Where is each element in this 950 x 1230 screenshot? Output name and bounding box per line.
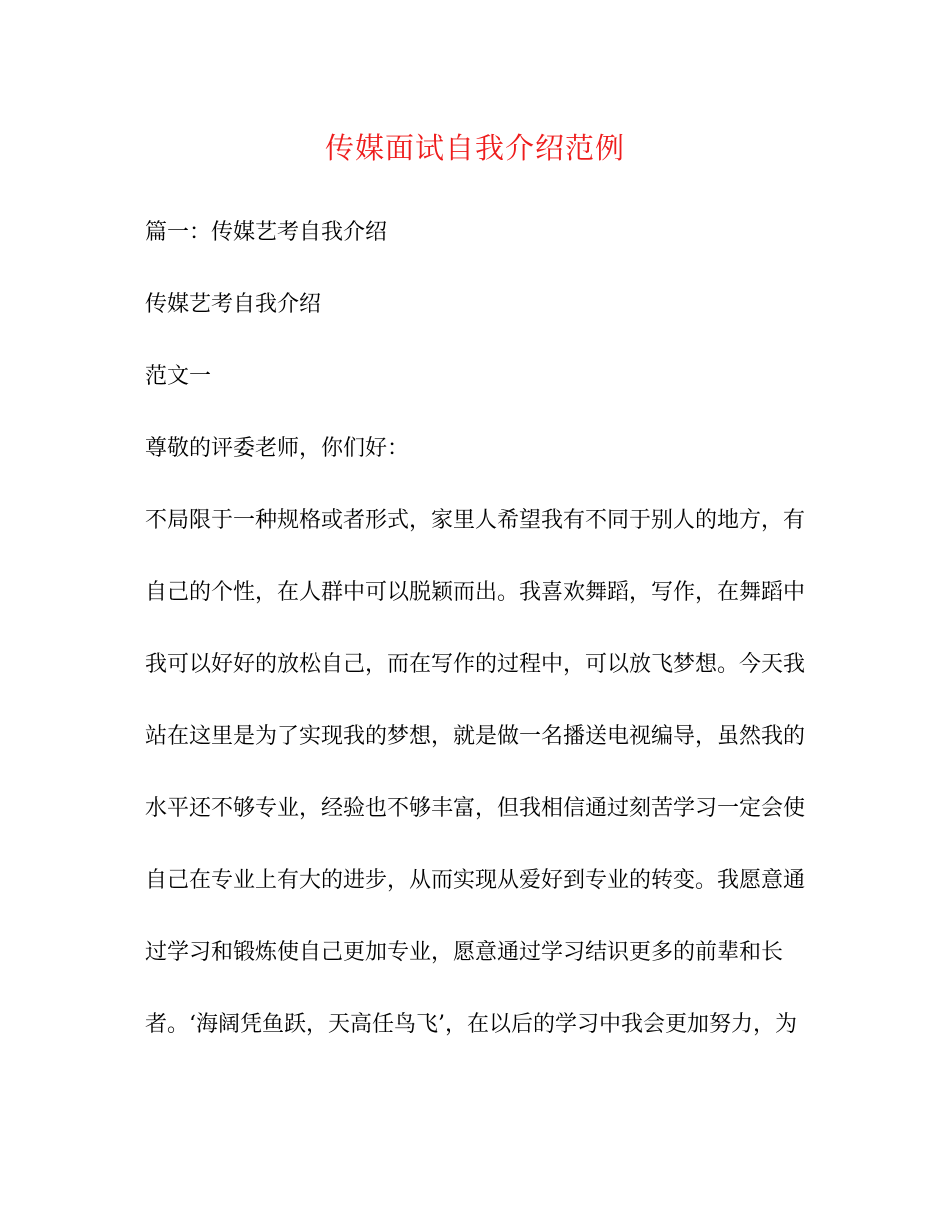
document-title: 传媒面试自我介绍范例	[324, 131, 625, 165]
body-line: 者。‘海阔凭鱼跃，天高任鸟飞’，在以后的学习中我会更加努力，为	[145, 1012, 797, 1037]
sub-heading: 传媒艺考自我介绍	[145, 292, 322, 317]
body-line: 过学习和锻炼使自己更加专业，愿意通过学习结识更多的前辈和长	[145, 940, 784, 965]
section-heading: 篇一：传媒艺考自我介绍	[145, 220, 388, 245]
sample-label: 范文一	[145, 364, 212, 389]
salutation: 尊敬的评委老师，你们好：	[145, 436, 410, 461]
body-line: 不局限于一种规格或者形式，家里人希望我有不同于别人的地方，有	[145, 508, 806, 533]
body-line: 站在这里是为了实现我的梦想，就是做一名播送电视编导，虽然我的	[145, 724, 806, 749]
body-line: 水平还不够专业，经验也不够丰富，但我相信通过刻苦学习一定会使	[145, 796, 806, 821]
body-line: 自己的个性，在人群中可以脱颖而出。我喜欢舞蹈，写作，在舞蹈中	[145, 580, 806, 605]
body-line: 我可以好好的放松自己，而在写作的过程中，可以放飞梦想。今天我	[145, 652, 806, 677]
body-line: 自己在专业上有大的进步，从而实现从爱好到专业的转变。我愿意通	[145, 868, 806, 893]
